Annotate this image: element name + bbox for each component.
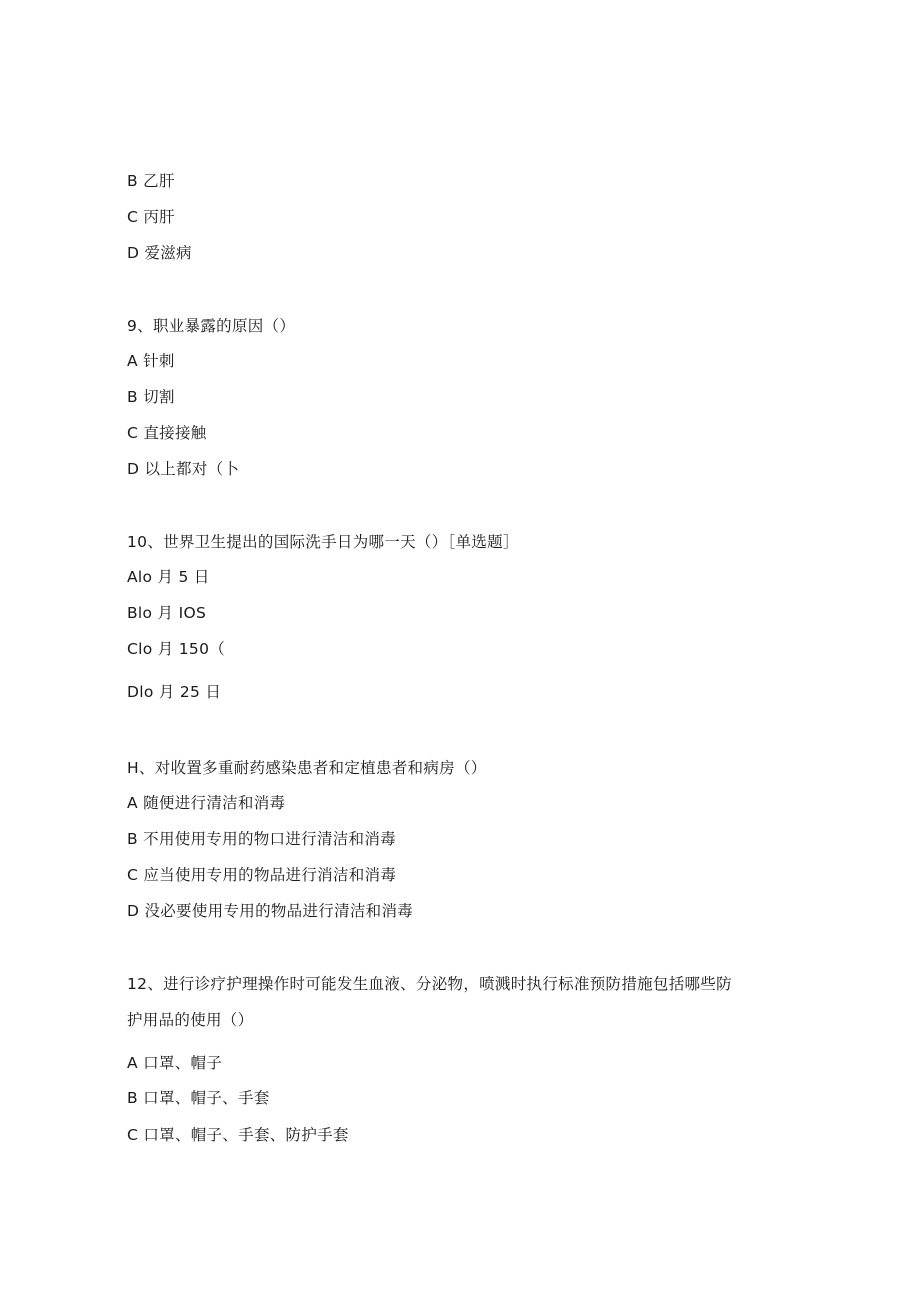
q8-option-c: C 丙肝 (127, 208, 175, 226)
q12-option-c: C 口罩、帽子、手套、防护手套 (127, 1126, 349, 1144)
q11-option-b: B 不用使用专用的物口进行清洁和消毒 (127, 830, 396, 848)
q9-option-d: D 以上都对（卜 (127, 460, 240, 478)
q12-question-line-1: 12、进行诊疗护理操作时可能发生血液、分泌物，喷溅时执行标准预防措施包括哪些防 (127, 975, 732, 993)
q11-question: H、对收置多重耐药感染患者和定植患者和病房（） (127, 759, 487, 777)
q10-option-b: Blo 月 IOS (127, 604, 207, 622)
q11-option-a: A 随便进行清洁和消毒 (127, 794, 286, 812)
q10-option-a: Alo 月 5 日 (127, 568, 210, 586)
q9-option-b: B 切割 (127, 388, 175, 406)
q12-option-b: B 口罩、帽子、手套 (127, 1089, 270, 1107)
q9-question: 9、职业暴露的原因（） (127, 317, 296, 335)
q11-option-d: D 没必要使用专用的物品进行清洁和消毒 (127, 902, 414, 920)
q8-option-b: B 乙肝 (127, 172, 175, 190)
q9-option-a: A 针刺 (127, 352, 175, 370)
q10-question: 10、世界卫生提出的国际洗手日为哪一天（）［单选题］ (127, 533, 519, 551)
q10-option-c: Clo 月 150（ (127, 640, 226, 658)
q12-option-a: A 口罩、帽子 (127, 1054, 223, 1072)
q12-question-line-2: 护用品的使用（） (127, 1011, 254, 1029)
q8-option-d: D 爱滋病 (127, 244, 192, 262)
q10-option-d: Dlo 月 25 日 (127, 683, 222, 701)
q11-option-c: C 应当使用专用的物品进行消洁和消毒 (127, 866, 397, 884)
q9-option-c: C 直接接触 (127, 424, 207, 442)
